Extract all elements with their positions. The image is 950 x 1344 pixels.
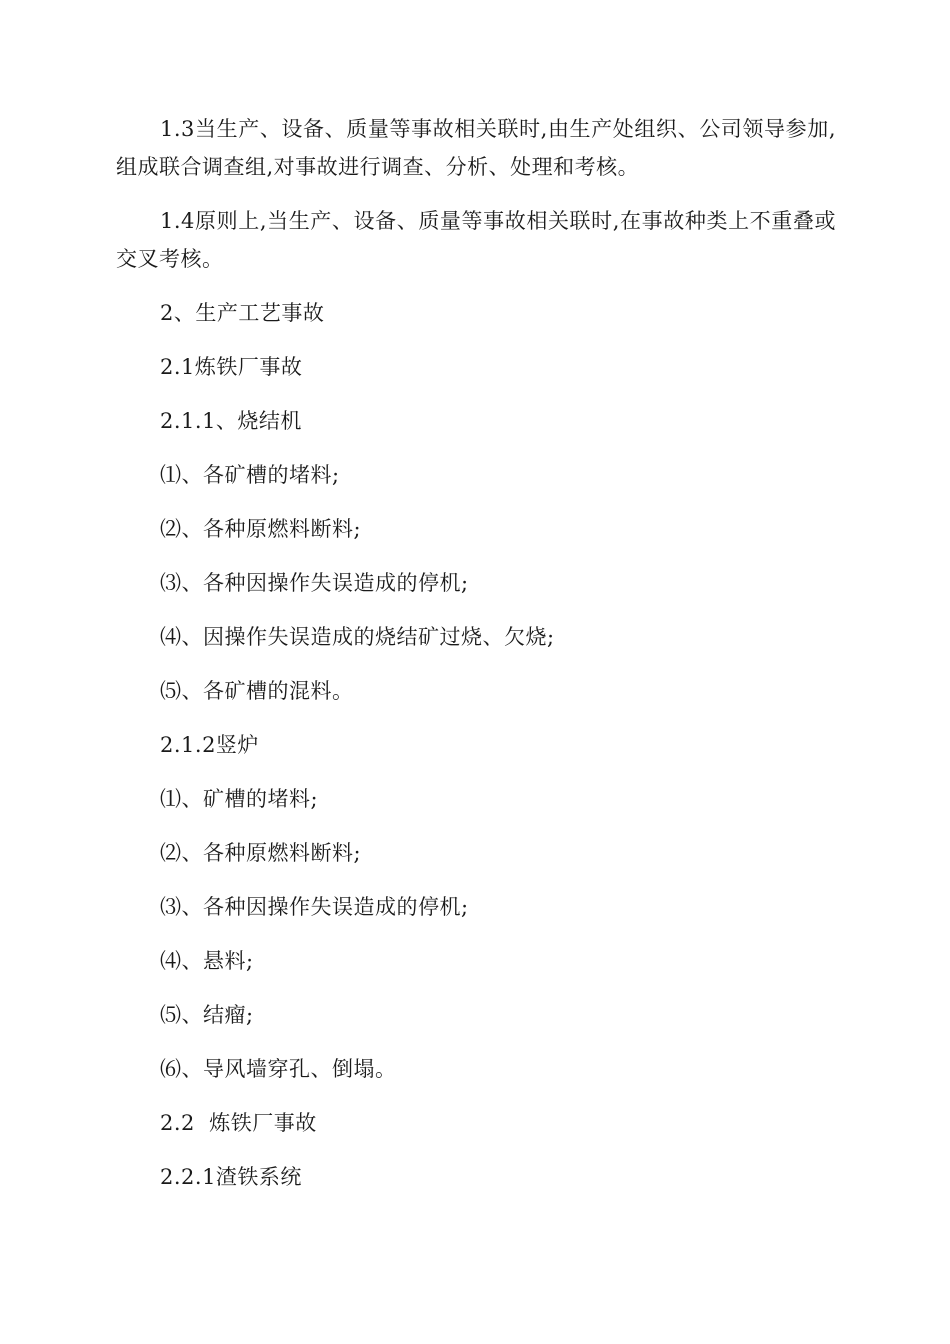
heading-2-1-1: 2.1.1、烧结机 [160,409,302,433]
list-item: ⑹、导风墙穿孔、倒塌。 [160,1057,397,1081]
heading-2: 2、生产工艺事故 [160,301,325,325]
heading-2-1: 2.1炼铁厂事故 [160,355,303,379]
document-page [116,110,836,1212]
list-item: ⑴、各矿槽的堵料; [160,463,340,487]
heading-2-2-1: 2.2.1渣铁系统 [160,1165,302,1189]
paragraph-1-4: 1.4原则上,当生产、设备、质量等事故相关联时,在事故种类上不重叠或交叉考核。 [116,209,836,271]
list-item: ⑷、悬料; [160,949,254,973]
list-item: ⑴、矿槽的堵料; [160,787,319,811]
list-item: ⑸、各矿槽的混料。 [160,679,354,703]
list-item: ⑶、各种因操作失误造成的停机; [160,571,469,595]
list-item: ⑷、因操作失误造成的烧结矿过烧、欠烧; [160,625,555,649]
list-item: ⑶、各种因操作失误造成的停机; [160,895,469,919]
list-item: ⑵、各种原燃料断料; [160,841,362,865]
list-item: ⑸、结瘤; [160,1003,254,1027]
list-item: ⑵、各种原燃料断料; [160,517,362,541]
heading-2-1-2: 2.1.2竖炉 [160,733,259,757]
heading-2-2: 2.2 炼铁厂事故 [160,1111,317,1135]
paragraph-1-3: 1.3当生产、设备、质量等事故相关联时,由生产处组织、公司领导参加,组成联合调查组,对事故进行调查、分析、处理和考核。 [116,117,836,179]
